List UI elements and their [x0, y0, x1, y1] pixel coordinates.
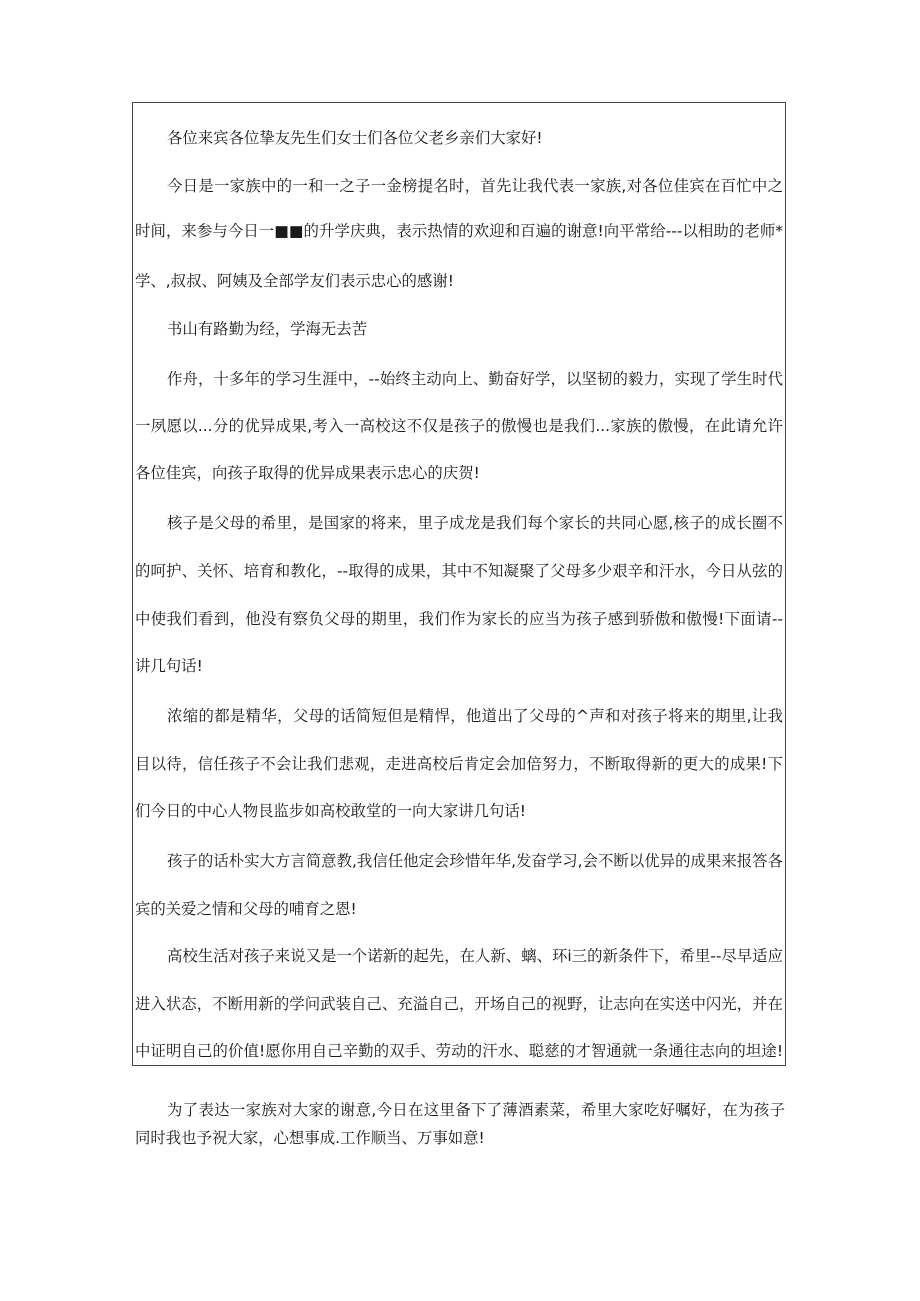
paragraph-line: 时间，来参与今日一■■的升学庆典，表示热情的欢迎和百遍的谢意!向平常给---以相助的老师*	[135, 222, 783, 240]
paragraph-line: 中使我们看到，他没有察负父母的期里，我们作为家长的应当为孩子感到骄傲和傲慢!下面请--	[135, 610, 783, 628]
paragraph-line: 高校生活对孩子来说又是一个诺新的起先，在人新、螭、环i三的新条件下，希里--尽早适应	[167, 947, 783, 965]
paragraph-line: 的呵护、关怀、培育和教化，--取得的成果，其中不知凝聚了父母多少艰辛和汗水，今日从弦的	[135, 562, 783, 580]
paragraph-line: 一夙愿以...分的优异成果,考入一高校这不仅是孩子的傲慢也是我们...家族的傲慢，在此请允许	[135, 417, 783, 435]
paragraph-line: 各位佳宾，向孩子取得的优异成果表示忠心的庆贺!	[135, 464, 480, 482]
closing-line: 同时我也予祝大家，心想事成.工作顺当、万事如意!	[135, 1129, 485, 1147]
paragraph-line: 们今日的中心人物艮监步如高校敢堂的一向大家讲几句话!	[135, 802, 526, 820]
paragraph-line: 进入状态，不断用新的学问武装自己、充溢自己，开场自己的视野，让志向在实送中闪光，并在	[135, 995, 783, 1013]
paragraph-line: 讲几句话!	[135, 657, 203, 675]
content-frame	[132, 102, 786, 1066]
paragraph-line: 宾的关爱之情和父母的哺育之恩!	[135, 900, 357, 918]
paragraph-line: 书山有路勤为经，学海无去苦	[167, 320, 368, 338]
paragraph-line: 孩子的话朴实大方言简意教,我信任他定会珍惜年华,发奋学习,会不断以优异的成果来报答各	[167, 852, 783, 870]
paragraph-line: 中证明自己的价值!愿你用自己辛勤的双手、劳动的汗水、聪慈的才智通就一条通往志向的坦途!	[135, 1042, 783, 1060]
paragraph-line: 学、,叔叔、阿姨及全部学友们表示忠心的感谢!	[135, 272, 454, 290]
paragraph-line: 目以待，信任孩子不会让我们悲观，走进高校后肯定会加倍努力，不断取得新的更大的成果!下	[135, 755, 783, 773]
greeting-line: 各位来宾各位挚友先生们女士们各位父老乡亲们大家好!	[167, 129, 543, 147]
paragraph-line: 今日是一家族中的一和一之子一金榜提名时，首先让我代表一家族,对各位佳宾在百忙中之	[167, 177, 783, 195]
paragraph-line: 浓缩的都是精华，父母的话简短但是精悍，他道出了父母的^声和对孩子将来的期里,让我	[167, 707, 783, 725]
closing-line: 为了表达一家族对大家的谢意,今日在这里备下了薄酒素菜，希里大家吃好嘱好，在为孩子	[167, 1101, 785, 1119]
paragraph-line: 作舟，十多年的学习生涯中，--始终主动向上、勤奋好学，以坚韧的毅力，实现了学生时代	[167, 370, 783, 388]
paragraph-line: 核子是父母的希里，是国家的将来，里子成龙是我们每个家长的共同心愿,核子的成长圈不	[167, 514, 783, 532]
